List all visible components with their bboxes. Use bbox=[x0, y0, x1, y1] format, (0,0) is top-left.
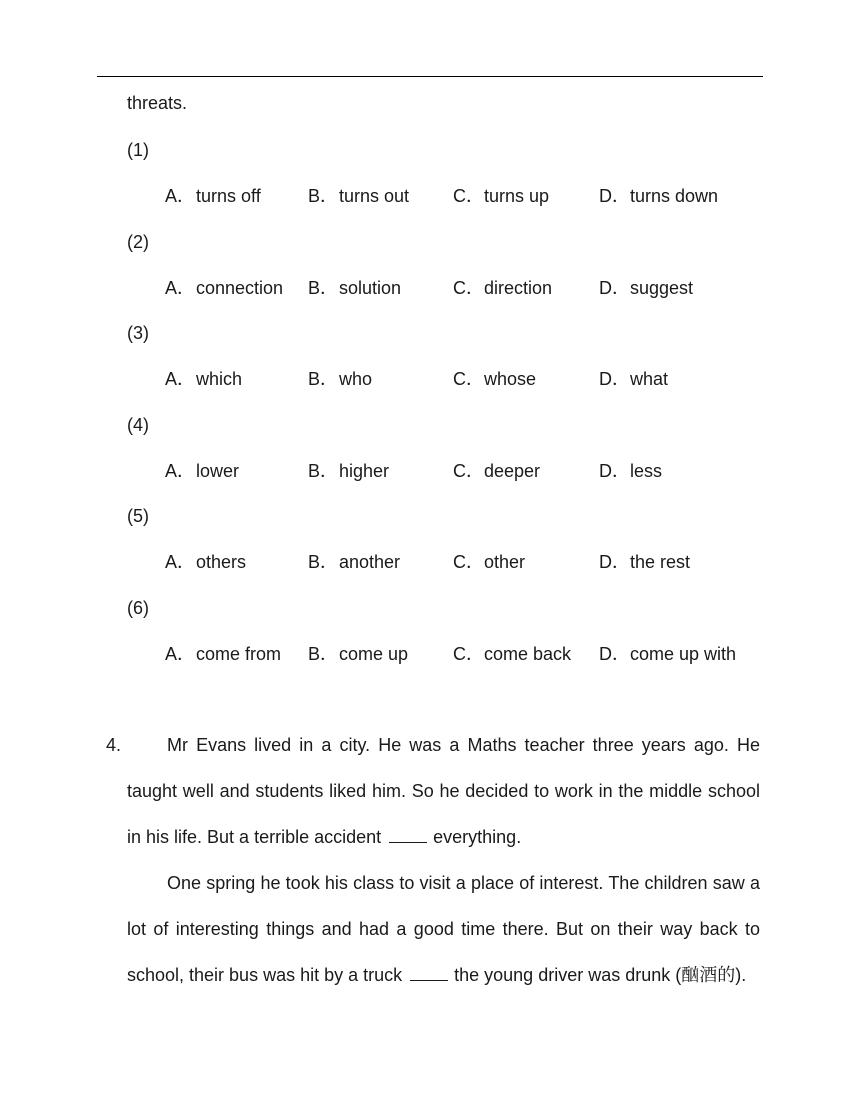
answer-option[interactable] bbox=[308, 643, 408, 665]
answer-option[interactable] bbox=[453, 643, 571, 665]
answer-option[interactable] bbox=[308, 185, 409, 207]
answer-blank[interactable] bbox=[389, 828, 427, 843]
option-text: come up bbox=[339, 644, 409, 664]
question-number: (1) bbox=[127, 140, 149, 160]
passage-text: everything. bbox=[433, 827, 522, 847]
passage-number: 4. bbox=[106, 735, 122, 755]
passage-line: lot of interesting things and had a good time there. But on their way back to bbox=[127, 919, 760, 939]
option-letter: C． bbox=[453, 186, 484, 206]
option-letter: B． bbox=[308, 186, 339, 206]
answer-option[interactable] bbox=[308, 368, 372, 390]
answer-option[interactable] bbox=[599, 643, 736, 665]
option-text: other bbox=[484, 552, 526, 572]
option-letter: A． bbox=[165, 369, 196, 389]
option-letter: D． bbox=[599, 552, 630, 572]
passage-text: in his life. But a terrible accident bbox=[127, 827, 382, 847]
option-letter: C． bbox=[453, 369, 484, 389]
option-text: which bbox=[196, 369, 243, 389]
answer-option[interactable] bbox=[453, 368, 536, 390]
answer-option[interactable] bbox=[599, 368, 668, 390]
answer-option[interactable] bbox=[453, 460, 540, 482]
answer-option[interactable] bbox=[599, 185, 718, 207]
option-text: higher bbox=[339, 461, 390, 481]
option-text: suggest bbox=[630, 278, 694, 298]
option-text: the rest bbox=[630, 552, 691, 572]
passage-line: Mr Evans lived in a city. He was a Maths teacher three years ago. He bbox=[167, 735, 760, 755]
header-tail-text: threats. bbox=[127, 93, 188, 113]
option-letter: A． bbox=[165, 644, 196, 664]
answer-option[interactable] bbox=[453, 185, 549, 207]
answer-option[interactable] bbox=[165, 368, 242, 390]
option-text: another bbox=[339, 552, 401, 572]
option-letter: B． bbox=[308, 369, 339, 389]
option-text: lower bbox=[196, 461, 240, 481]
option-text: turns out bbox=[339, 186, 410, 206]
option-text: what bbox=[630, 369, 669, 389]
option-text: direction bbox=[484, 278, 553, 298]
option-letter: B． bbox=[308, 644, 339, 664]
header-rule bbox=[97, 76, 763, 77]
answer-option[interactable] bbox=[308, 460, 389, 482]
answer-option[interactable] bbox=[308, 277, 401, 299]
option-letter: C． bbox=[453, 461, 484, 481]
answer-blank[interactable] bbox=[410, 966, 448, 981]
answer-option[interactable] bbox=[308, 551, 400, 573]
answer-option[interactable] bbox=[453, 277, 552, 299]
passage-text: school, their bus was hit by a truck bbox=[127, 965, 403, 985]
option-text: turns down bbox=[630, 186, 719, 206]
answer-option[interactable] bbox=[599, 277, 693, 299]
option-letter: D． bbox=[599, 186, 630, 206]
passage-line bbox=[127, 826, 760, 848]
option-text: deeper bbox=[484, 461, 541, 481]
option-text: connection bbox=[196, 278, 284, 298]
passage-text: the young driver was drunk (酗酒的). bbox=[454, 965, 747, 985]
option-letter: B． bbox=[308, 552, 339, 572]
option-letter: D． bbox=[599, 461, 630, 481]
option-letter: C． bbox=[453, 552, 484, 572]
option-text: others bbox=[196, 552, 247, 572]
passage-line bbox=[127, 964, 767, 986]
answer-option[interactable] bbox=[165, 460, 239, 482]
answer-option[interactable] bbox=[165, 277, 283, 299]
option-letter: D． bbox=[599, 644, 630, 664]
question-number: (3) bbox=[127, 323, 149, 343]
option-text: come back bbox=[484, 644, 572, 664]
option-text: come from bbox=[196, 644, 282, 664]
option-letter: B． bbox=[308, 461, 339, 481]
option-letter: D． bbox=[599, 369, 630, 389]
option-text: less bbox=[630, 461, 663, 481]
option-letter: C． bbox=[453, 644, 484, 664]
option-text: turns off bbox=[196, 186, 261, 206]
answer-option[interactable] bbox=[165, 551, 246, 573]
option-text: solution bbox=[339, 278, 402, 298]
option-text: turns up bbox=[484, 186, 550, 206]
option-letter: A． bbox=[165, 278, 196, 298]
option-letter: B． bbox=[308, 278, 339, 298]
option-text: whose bbox=[484, 369, 537, 389]
option-text: come up with bbox=[630, 644, 737, 664]
answer-option[interactable] bbox=[453, 551, 525, 573]
answer-option[interactable] bbox=[599, 460, 662, 482]
question-number: (2) bbox=[127, 232, 149, 252]
option-letter: A． bbox=[165, 186, 196, 206]
answer-option[interactable] bbox=[599, 551, 690, 573]
question-number: (6) bbox=[127, 598, 149, 618]
answer-option[interactable] bbox=[165, 643, 281, 665]
option-text: who bbox=[339, 369, 373, 389]
passage-line: One spring he took his class to visit a place of interest. The children saw a bbox=[167, 873, 760, 893]
question-number: (5) bbox=[127, 506, 149, 526]
option-letter: A． bbox=[165, 461, 196, 481]
answer-option[interactable] bbox=[165, 185, 261, 207]
passage-line: taught well and students liked him. So he decided to work in the middle school bbox=[127, 781, 760, 801]
option-letter: D． bbox=[599, 278, 630, 298]
question-number: (4) bbox=[127, 415, 149, 435]
option-letter: A． bbox=[165, 552, 196, 572]
option-letter: C． bbox=[453, 278, 484, 298]
